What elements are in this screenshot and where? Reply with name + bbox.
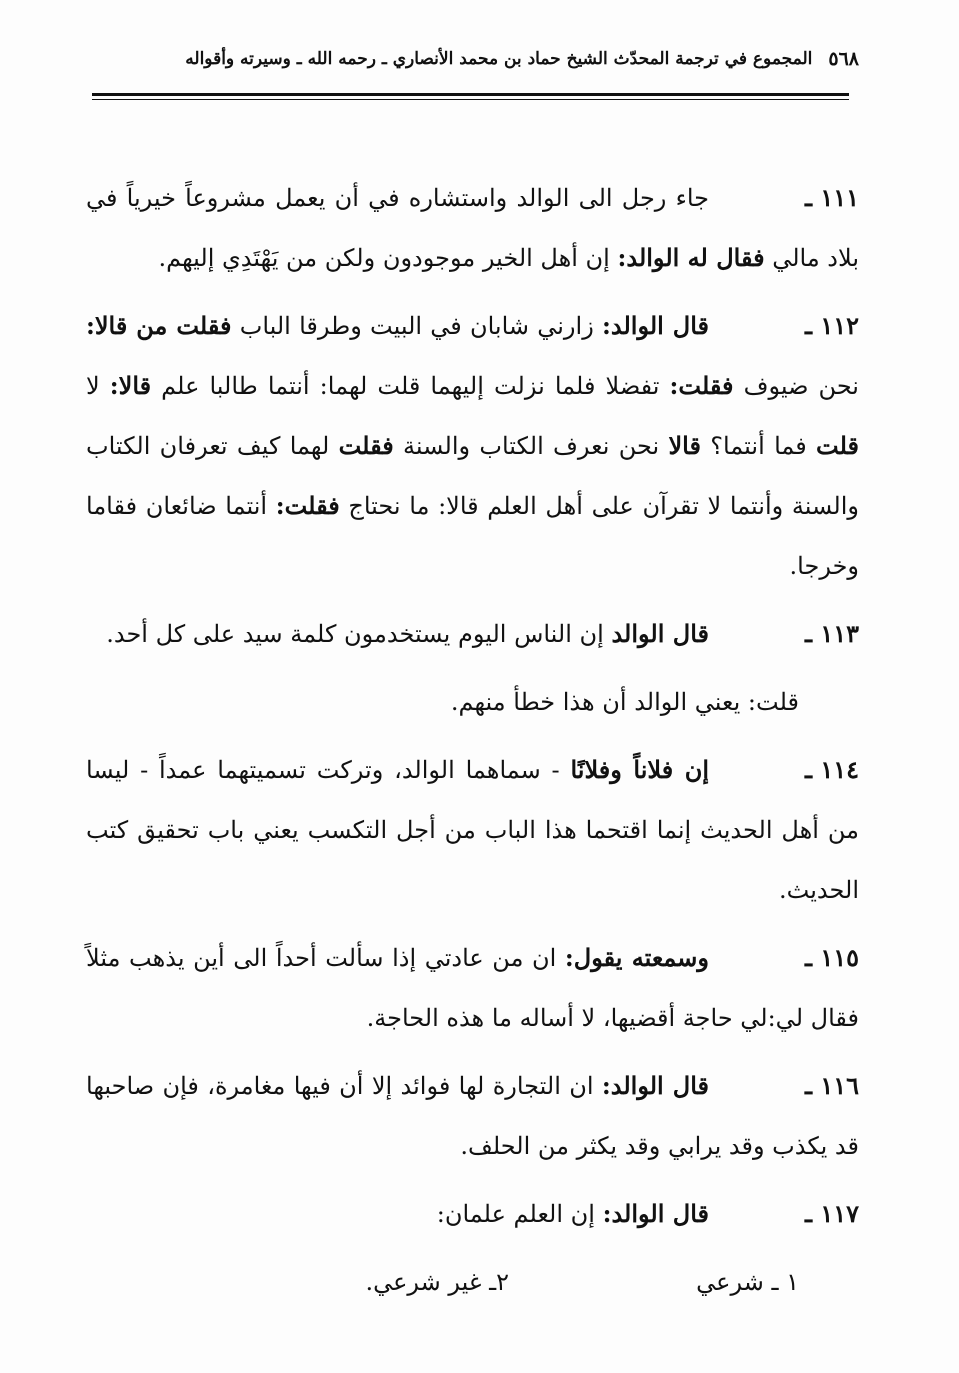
entry-text: نحن ضيوف — [733, 372, 859, 400]
entry-bold: فقلت: — [669, 371, 734, 400]
entry-bold: فقال له الوالد: — [617, 243, 765, 272]
entry-number: ١١١ ـ — [804, 183, 859, 212]
list-item: ١ ـ شرعي — [696, 1268, 799, 1296]
entry-bold: فقلت: — [275, 491, 340, 520]
entry-text: تفضلا فلما نزلت إليهما قلت لهما: أنتما طالبا علم — [151, 372, 670, 400]
entry-112 — [86, 296, 859, 596]
entry-text: زارني شابان في البيت وطرقا الباب — [231, 312, 603, 340]
entry-text: جاء رجل الى الوالد واستشاره في أن يعمل مشروعاً خيرياً في بلاد مالي — [86, 184, 859, 272]
entry-text: إن أهل الخير موجودون ولكن من يَهْتَدِي إليهم. — [158, 244, 618, 272]
entry-bold: إن فلاناً وفلانًا — [570, 755, 709, 784]
page-header — [100, 44, 859, 74]
entry-bold: فقلت من قالا: — [86, 311, 232, 340]
entry-number: ١١٣ ـ — [804, 619, 859, 648]
entry-bold: قلت — [816, 431, 860, 460]
page-number: ٥٦٨ — [828, 48, 859, 70]
entry-text: نحن نعرف الكتاب والسنة — [393, 432, 669, 460]
running-title: المجموع في ترجمة المحدّث الشيخ حماد بن محمد الأنصاري ـ رحمه الله ـ وسيرته وأقواله — [185, 49, 813, 69]
entry-111 — [86, 168, 859, 288]
entry-text: لهما كيف تعرفان الكتاب والسنة وأنتما لا تقرآن على أهل العلم قالا: ما نحتاج — [86, 432, 859, 520]
header-rule-thin — [92, 99, 849, 100]
entry-number: ١١٤ ـ — [804, 755, 859, 784]
entry-number: ١١٧ ـ — [804, 1199, 859, 1228]
entry-bold: قالا — [668, 431, 701, 460]
entry-number: ١١٢ ـ — [804, 311, 860, 340]
entry-114 — [86, 740, 859, 920]
entry-text: فما أنتما؟ — [700, 432, 817, 460]
entry-113 — [86, 604, 859, 664]
entry-117 — [86, 1184, 859, 1244]
entry-bold: فقلت — [338, 431, 394, 460]
entry-text: لا — [86, 372, 110, 400]
list-item: ٢ـ غير شرعي. — [365, 1268, 509, 1296]
entry-bold: قال الوالد: — [602, 311, 710, 340]
entry-number: ١١٥ ـ — [804, 943, 859, 972]
page-body — [86, 168, 859, 1320]
numbered-list — [86, 1252, 859, 1312]
entry-bold: وسمعته يقول: — [564, 943, 709, 972]
note-line: قلت: يعني الوالد أن هذا خطأ منهم. — [450, 688, 799, 716]
entry-number: ١١٦ ـ — [804, 1071, 859, 1100]
header-rule-thick — [92, 93, 849, 96]
entry-115 — [86, 928, 859, 1048]
entry-text: إن الناس اليوم يستخدمون كلمة سيد على كل أحد. — [106, 620, 612, 648]
entry-text: ان من عادتي إذا سألت أحداً الى أين يذهب مثلاً فقال لي:لي حاجة أقضيها، لا أساله ما هذه الحاجة. — [86, 944, 859, 1032]
entry-text: أنتما ضائعان فقاما وخرجا. — [86, 492, 859, 580]
entry-text: ان التجارة لها فوائد إلا أن فيها مغامرة، فإن صاحبها قد يكذب وقد يرابي وقد يكثر من الحلف. — [86, 1072, 859, 1160]
entry-bold: قال الوالد — [611, 619, 709, 648]
entry-text: إن العلم علمان: — [436, 1200, 603, 1228]
entry-bold: قال الوالد: — [602, 1199, 709, 1228]
entry-bold: قالا: — [109, 371, 152, 400]
entry-116 — [86, 1056, 859, 1176]
entry-text: - سماهما الوالد، وتركت تسميتهما عمداً - ليسا من أهل الحديث إنما اقتحما هذا الباب من أجل التكسب يعني باب تحقيق كتب الحديث. — [86, 756, 859, 904]
entry-bold: قال الوالد: — [601, 1071, 709, 1100]
